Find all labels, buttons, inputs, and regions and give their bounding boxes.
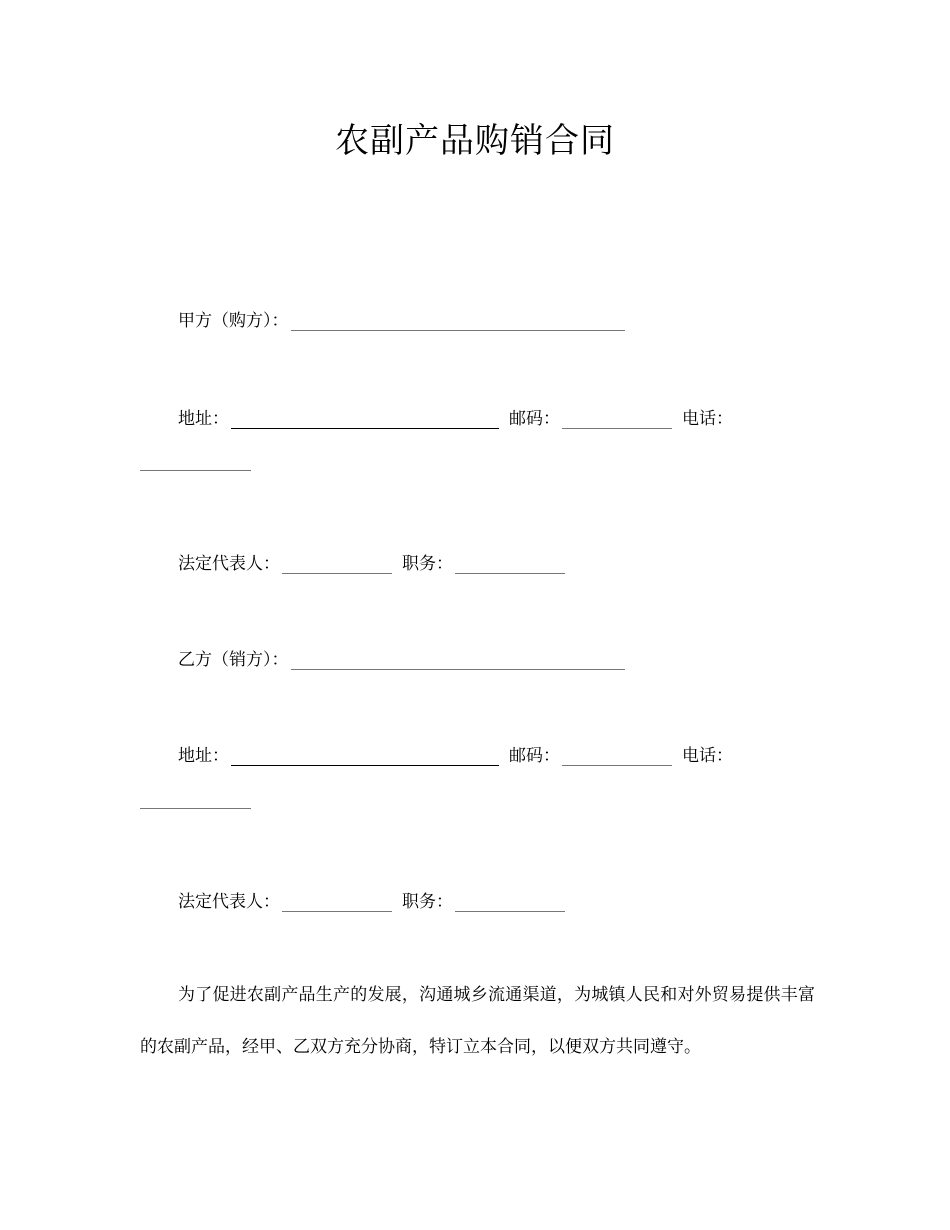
party-a-rep-line	[178, 549, 571, 574]
party-a-name-blank[interactable]	[291, 313, 625, 331]
party-a-postcode-blank[interactable]	[562, 411, 672, 429]
party-a-phone-label: 电话：	[682, 409, 733, 429]
party-b-rep-blank[interactable]	[282, 894, 392, 912]
party-b-postcode-label: 邮码：	[509, 746, 560, 766]
party-b-rep-line	[178, 887, 571, 912]
party-b-line	[178, 645, 631, 670]
party-a-rep-label: 法定代表人：	[178, 554, 280, 574]
party-a-position-blank[interactable]	[455, 556, 565, 574]
party-b-address-blank[interactable]	[231, 748, 499, 766]
party-b-position-blank[interactable]	[455, 894, 565, 912]
page-title: 农副产品购销合同	[335, 121, 615, 161]
party-b-position-label: 职务：	[402, 892, 453, 912]
party-a-rep-blank[interactable]	[282, 556, 392, 574]
preamble-paragraph: 为了促进农副产品生产的发展，沟通城乡流通渠道，为城镇人民和对外贸易提供丰富的农副产品，经甲、乙双方充分协商，特订立本合同，以便双方共同遵守。	[140, 985, 815, 1057]
party-a-postcode-label: 邮码：	[509, 409, 560, 429]
party-b-address-line	[178, 741, 735, 766]
party-b-phone-label: 电话：	[682, 746, 733, 766]
party-b-address-label: 地址：	[178, 746, 229, 766]
party-a-phone-blank[interactable]	[140, 469, 251, 471]
party-b-rep-label: 法定代表人：	[178, 892, 280, 912]
party-a-label: 甲方（购方）：	[178, 311, 289, 331]
party-a-address-line	[178, 404, 735, 429]
party-b-label: 乙方（销方）：	[178, 650, 289, 670]
party-a-address-blank[interactable]	[231, 411, 499, 429]
party-a-position-label: 职务：	[402, 554, 453, 574]
party-b-phone-blank[interactable]	[140, 807, 251, 809]
party-b-name-blank[interactable]	[291, 652, 625, 670]
party-b-postcode-blank[interactable]	[562, 748, 672, 766]
party-a-line	[178, 306, 631, 331]
party-a-address-label: 地址：	[178, 409, 229, 429]
